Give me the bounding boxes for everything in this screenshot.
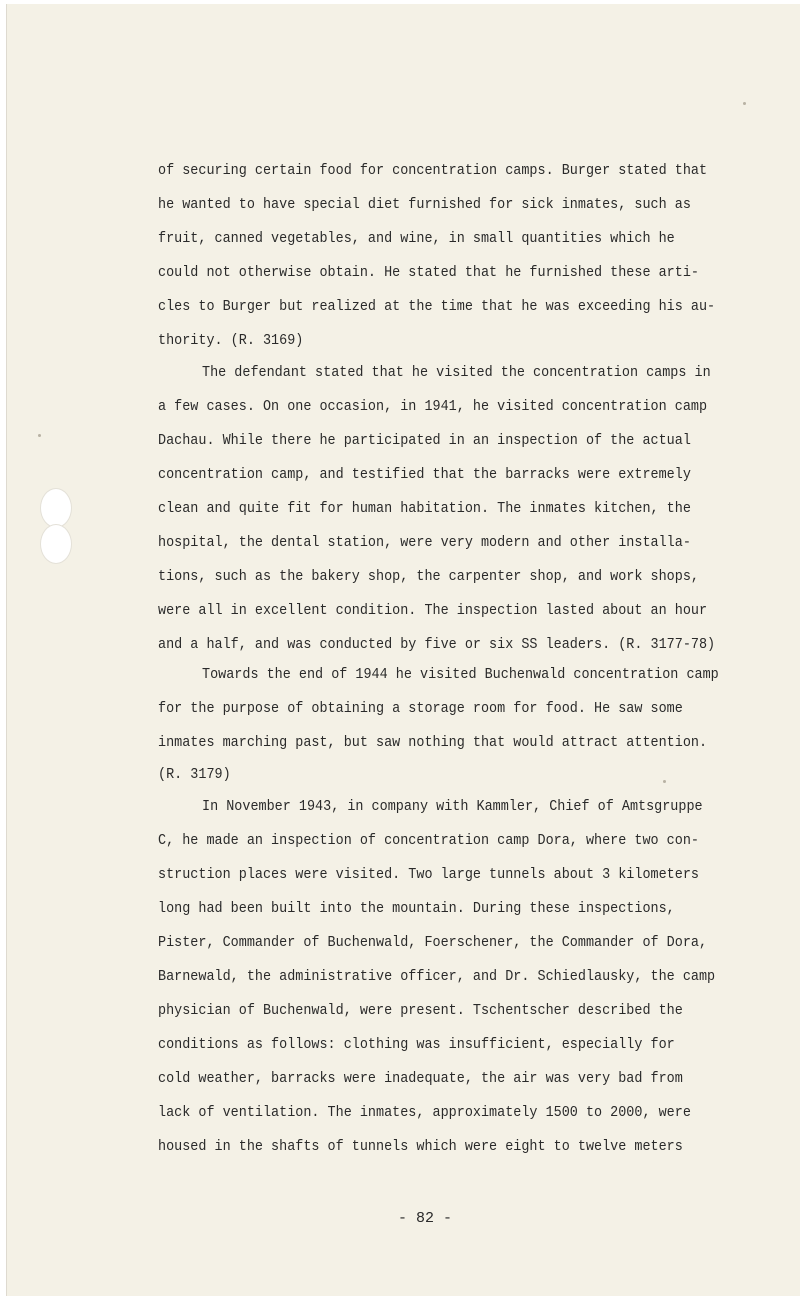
text-line: long had been built into the mountain. During these inspections, [158,900,675,917]
text-line: cold weather, barracks were inadequate, the air was very bad from [158,1070,683,1087]
text-line: C, he made an inspection of concentration camp Dora, where two con- [158,832,699,849]
text-line: lack of ventilation. The inmates, approximately 1500 to 2000, were [158,1104,691,1121]
text-line: The defendant stated that he visited the concentration camps in [202,364,711,381]
text-line: Towards the end of 1944 he visited Buchenwald concentration camp [202,666,719,683]
text-line: housed in the shafts of tunnels which were eight to twelve meters [158,1138,683,1155]
text-line: were all in excellent condition. The inspection lasted about an hour [158,602,708,619]
text-line: conditions as follows: clothing was insufficient, especially for [158,1036,675,1053]
text-line: hospital, the dental station, were very modern and other installa- [158,534,691,551]
paper-speck [663,780,666,783]
page-number: - 82 - [398,1210,453,1227]
text-line: In November 1943, in company with Kammler, Chief of Amtsgruppe [202,798,703,815]
text-line: thority. (R. 3169) [158,332,304,349]
text-line: physician of Buchenwald, were present. Tschentscher described the [158,1002,683,1019]
text-line: struction places were visited. Two large tunnels about 3 kilometers [158,866,699,883]
text-line: of securing certain food for concentration camps. Burger stated that [158,162,708,179]
paper-speck [38,434,41,437]
text-line: could not otherwise obtain. He stated that he furnished these arti- [158,264,699,281]
text-line: clean and quite fit for human habitation. The inmates kitchen, the [158,500,691,517]
text-line: and a half, and was conducted by five or six SS leaders. (R. 3177-78) [158,636,716,653]
punch-hole-upper [40,488,72,528]
text-line: Dachau. While there he participated in an inspection of the actual [158,432,691,449]
text-line: cles to Burger but realized at the time that he was exceeding his au- [158,298,716,315]
punch-hole-lower [40,524,72,564]
text-line: he wanted to have special diet furnished for sick inmates, such as [158,196,691,213]
text-line: inmates marching past, but saw nothing that would attract attention. [158,734,708,751]
text-line: for the purpose of obtaining a storage room for food. He saw some [158,700,683,717]
text-line: (R. 3179) [158,766,231,783]
text-line: fruit, canned vegetables, and wine, in small quantities which he [158,230,675,247]
text-line: a few cases. On one occasion, in 1941, he visited concentration camp [158,398,708,415]
text-line: Barnewald, the administrative officer, and Dr. Schiedlausky, the camp [158,968,716,985]
paper-speck [743,102,746,105]
text-line: concentration camp, and testified that the barracks were extremely [158,466,691,483]
text-line: Pister, Commander of Buchenwald, Foerschener, the Commander of Dora, [158,934,708,951]
text-line: tions, such as the bakery shop, the carpenter shop, and work shops, [158,568,699,585]
